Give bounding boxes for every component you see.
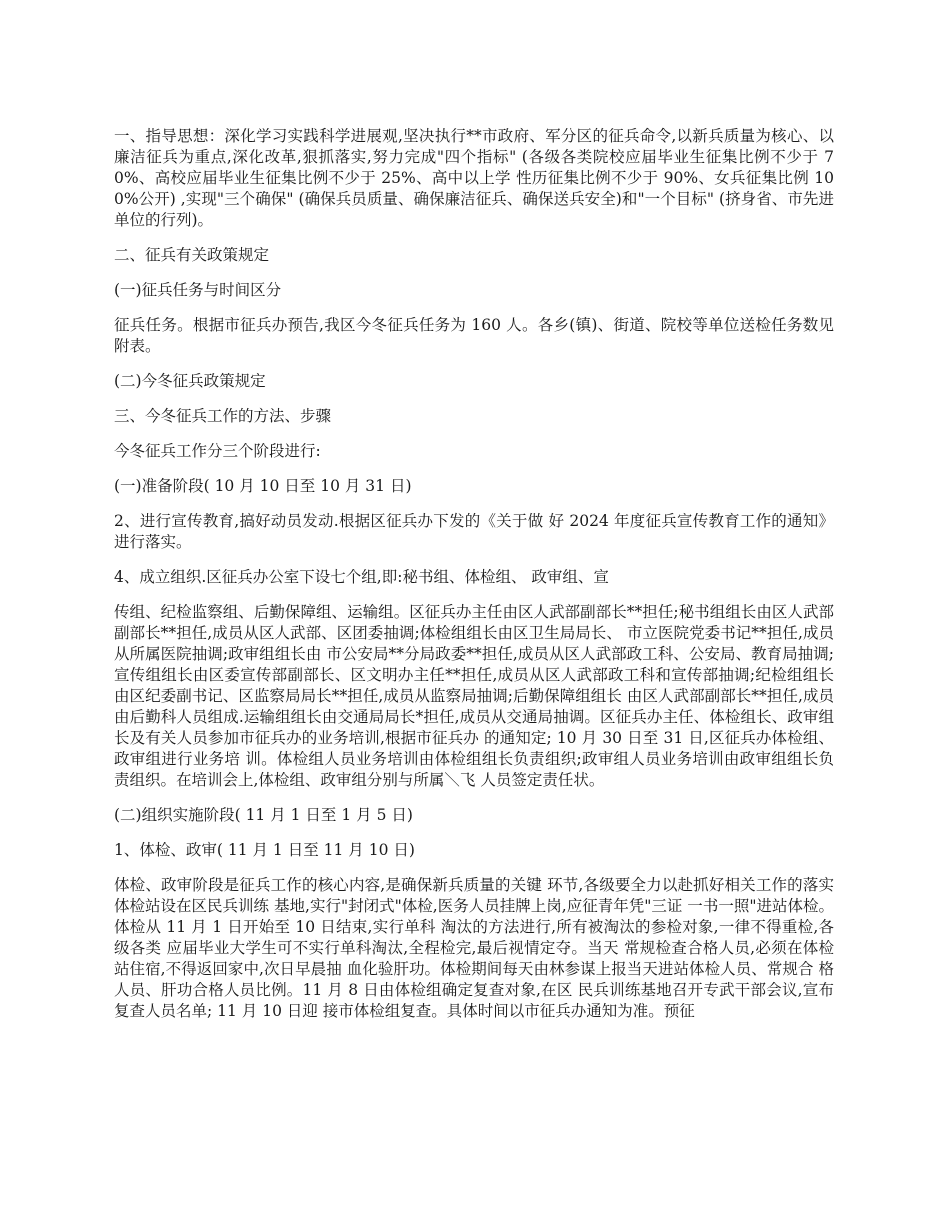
subheading-winter-policy: (二)今冬征兵政策规定 (114, 372, 266, 390)
subheading-implementation-stage: (二)组织实施阶段( 11 月 1 日至 1 月 5 日) (114, 806, 413, 824)
heading-policy-rules: 二、征兵有关政策规定 (114, 246, 270, 264)
paragraph-publicity: 2、进行宣传教育,搞好动员发动.根据区征兵办下发的《关于做 好 2024 年度征兵宣传教育工作的通知》进行落实。 (114, 512, 834, 551)
subheading-physical-exam: 1、体检、政审( 11 月 1 日至 11 月 10 日) (114, 841, 415, 859)
subheading-task-time: (一)征兵任务与时间区分 (114, 281, 282, 299)
paragraph-physical-exam-detail: 体检、政审阶段是征兵工作的核心内容,是确保新兵质量的关键 环节,各级要全力以赴抓好相关工作的落实体检站设在区民兵训练 基地,实行"封闭式"体检,医务人员挂牌上岗,应征青年凭"三证 一书一照"进站体检。体检从 11 月 1 日开始至 10 日结束,实行单科 淘汰的方法进行,所有被淘汰的参检对象,一律不得重检,各级各类 应届毕业大学生可不实行单科淘汰,全程检完,最后视情定夺。当天 常规检查合格人员,必须在体检站住宿,不得返回家中,次日早晨抽 血化验肝功。体检期间每天由林参谋上报当天进站体检人员、常规合 格人员、肝功合格人员比例。11 月 8 日由体检组确定复查对象,在区 民兵训练基地召开专武干部会议,宣布复查人员名单; 11 月 10 日迎 接市体检组复查。具体时间以市征兵办通知为准。预征 (114, 876, 834, 1020)
paragraph-guiding-thought: 一、指导思想：深化学习实践科学进展观,坚决执行**市政府、军分区的征兵命令,以新兵质量为核心、以廉洁征兵为重点,深化改革,狠抓落实,努力完成"四个指标" (各级各类院校应届毕业生征集比例不少于 70%、高校应届毕业生征集比例不少于 25%、高中以上学 性历征集比例不少于 90%、女兵征集比例 100%公开) ,实现"三个确保" (确保兵员质量、确保廉洁征兵、确保送兵安全)和"一个目标" (挤身省、市先进单位的行列)。 (114, 127, 834, 229)
paragraph-organization-intro: 4、成立组织.区征兵办公室下设七个组,即:秘书组、体检组、 政审组、宣 (114, 568, 609, 586)
subheading-preparation-stage: (一)准备阶段( 10 月 10 日至 10 月 31 日) (114, 477, 412, 495)
paragraph-organization-detail: 传组、纪检监察组、后勤保障组、运输组。区征兵办主任由区人武部副部长**担任;秘书组组长由区人武部副部长**担任,成员从区人武部、区团委抽调;体检组组长由区卫生局局长、 市立医院党委书记**担任,成员从所属医院抽调;政审组组长由 市公安局**分局政委**担任,成员从区人武部政工科、公安局、教育局抽调;宣传组组长由区委宣传部副部长、区文明办主任**担任,成员从区人武部政工科和宣传部抽调;纪检组组长由区纪委副书记、区监察局局长**担任,成员从监察局抽调;后勤保障组组长 由区人武部副部长**担任,成员由后勤科人员组成.运输组组长由交通局局长*担任,成员从交通局抽调。区征兵办主任、体检组长、政审组长及有关人员参加市征兵办的业务培训,根据市征兵办 的通知定; 10 月 30 日至 31 日,区征兵办体检组、政审组进行业务培 训。体检组人员业务培训由体检组组长负责组织;政审组人员业务培训由政审组组长负责组织。在培训会上,体检组、政审组分别与所属＼飞 人员签定责任状。 (114, 603, 834, 789)
paragraph-three-stages: 今冬征兵工作分三个阶段进行: (114, 442, 321, 460)
heading-methods-steps: 三、今冬征兵工作的方法、步骤 (114, 407, 332, 425)
paragraph-task: 征兵任务。根据市征兵办预告,我区今冬征兵任务为 160 人。各乡(镇)、街道、院校等单位送检任务数见附表。 (114, 316, 834, 355)
document-body (114, 126, 834, 1036)
